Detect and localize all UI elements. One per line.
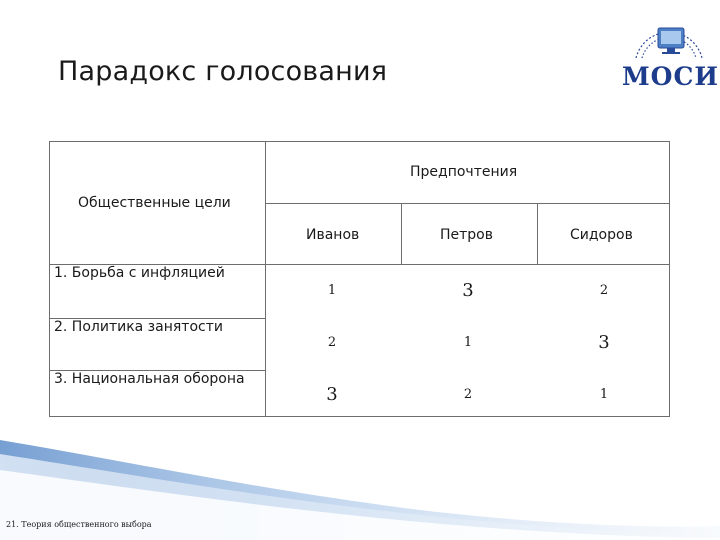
voter-sidorov: Сидоров	[570, 227, 633, 243]
value-r2-petrov: 1	[463, 335, 473, 350]
value-r1-ivanov: 1	[327, 283, 337, 298]
goals-header: Общественные цели	[78, 195, 231, 211]
goal-row-3: 3. Национальная оборона	[54, 371, 245, 387]
slide-title: Парадокс голосования	[58, 56, 388, 87]
value-r3-ivanov: 3	[326, 384, 338, 405]
logo-text: МОСИ	[622, 62, 719, 91]
preferences-header: Предпочтения	[410, 164, 518, 180]
value-r2-sidorov: 3	[598, 332, 610, 353]
goal-row-1: 1. Борьба с инфляцией	[54, 265, 225, 281]
voter-ivanov: Иванов	[306, 227, 360, 243]
voter-petrov: Петров	[440, 227, 493, 243]
value-r2-ivanov: 2	[327, 335, 337, 350]
preferences-table	[49, 141, 670, 417]
value-r1-sidorov: 2	[599, 283, 609, 298]
value-r3-sidorov: 1	[599, 387, 609, 402]
value-r1-petrov: 3	[462, 280, 474, 301]
value-r3-petrov: 2	[463, 387, 473, 402]
mosi-logo	[622, 6, 719, 92]
goal-row-2: 2. Политика занятости	[54, 319, 223, 335]
slide-footer: 21. Теория общественного выбора	[6, 520, 152, 529]
logo-emblem-icon	[622, 6, 716, 66]
